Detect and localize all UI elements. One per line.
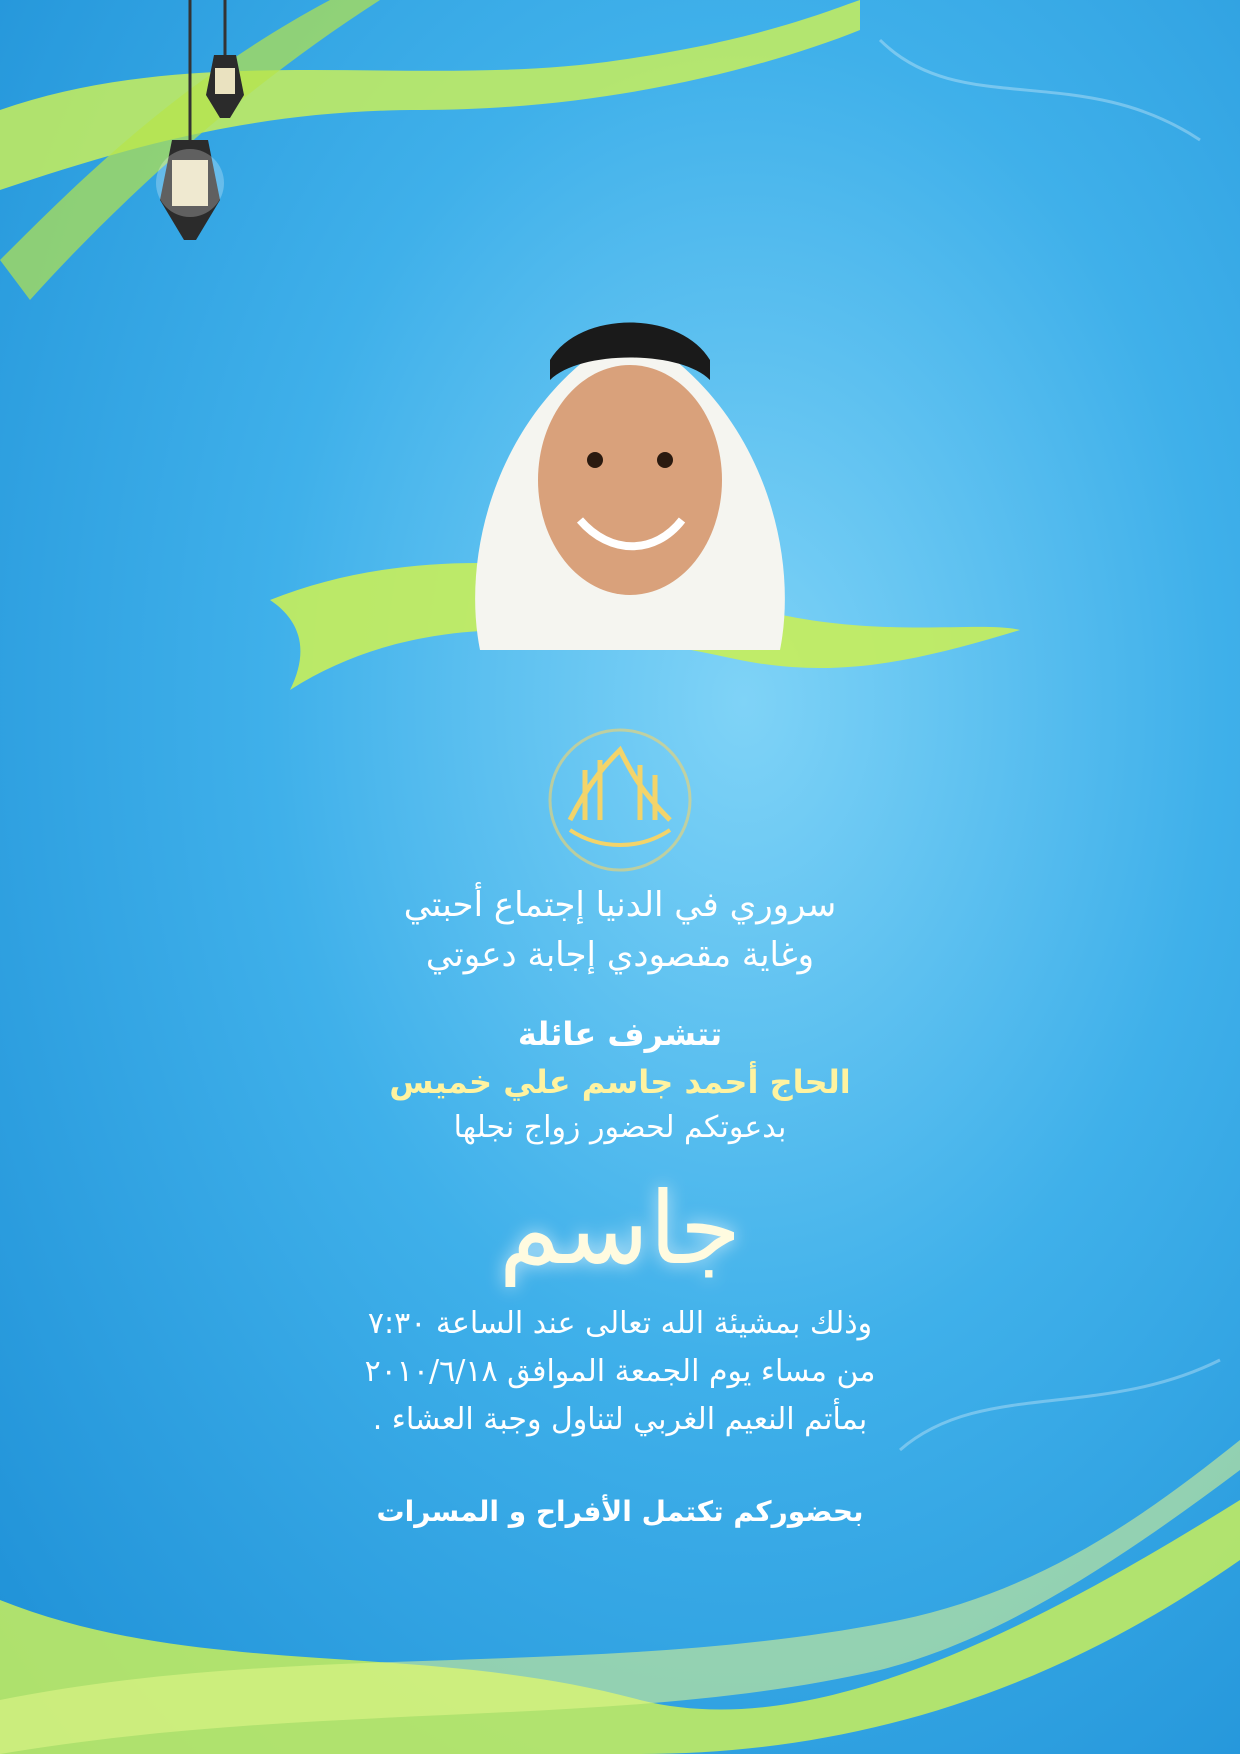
detail-line-1: وذلك بمشيئة الله تعالى عند الساعة ٧:٣٠ — [367, 1306, 873, 1341]
poem — [0, 880, 1240, 980]
groom-portrait — [440, 270, 820, 650]
detail-line-3: بمأتم النعيم الغربي لتناول وجبة العشاء . — [372, 1402, 868, 1437]
detail-line-2: من مساء يوم الجمعة الموافق ٢٠١٠/٦/١٨ — [364, 1354, 876, 1389]
poem-line-1: سروري في الدنيا إجتماع أحبتي — [403, 885, 837, 925]
closing-line: بحضوركم تكتمل الأفراح و المسرات — [376, 1495, 864, 1528]
family-name: الحاج أحمد جاسم علي خميس — [389, 1063, 851, 1101]
groom-name: جاسم — [498, 1170, 742, 1287]
poem-line-2: وغاية مقصودي إجابة دعوتي — [425, 935, 815, 975]
host-line: تتشرف عائلة — [517, 1015, 723, 1053]
basmala-calligraphy-icon — [540, 720, 700, 880]
event-details — [0, 1300, 1240, 1444]
invite-line: بدعوتكم لحضور زواج نجلها — [453, 1110, 787, 1145]
